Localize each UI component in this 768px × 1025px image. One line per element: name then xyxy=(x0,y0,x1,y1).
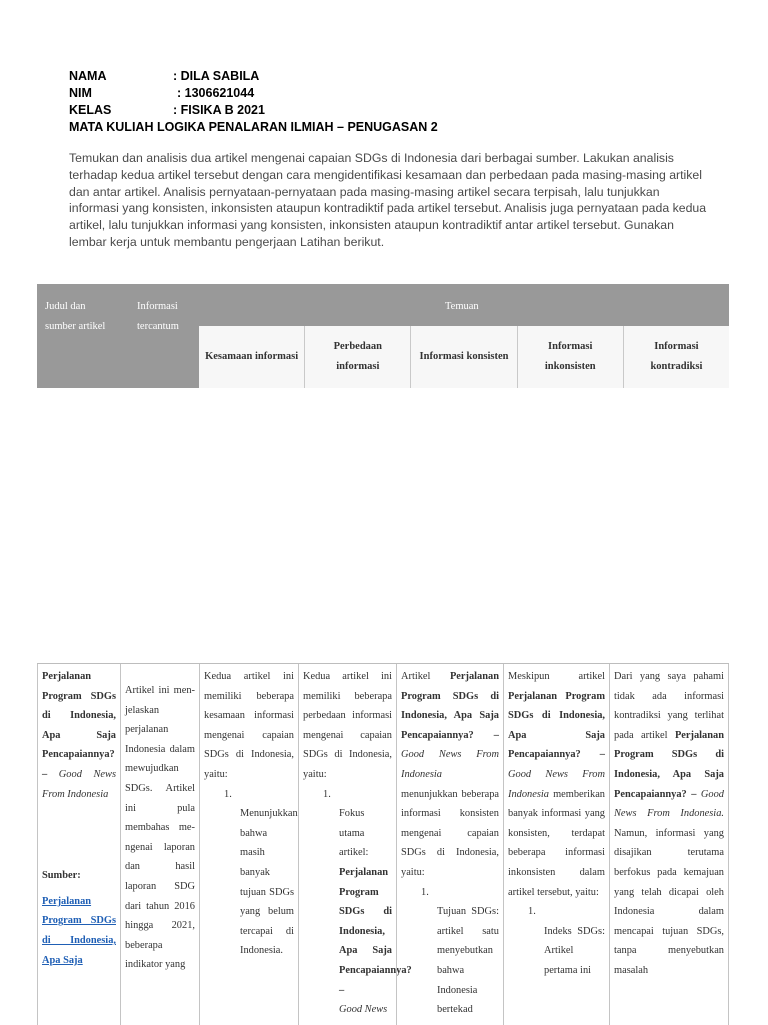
cell-inconsistent xyxy=(503,664,609,1025)
subheader-similarity: Kesamaan informasi xyxy=(199,326,305,388)
inconsistent-article-source: Good News From Indonesia xyxy=(508,768,605,800)
article-title: Perjalanan Program SDGs di Indonesia, Apa Saja Pencapaiannya? – xyxy=(42,671,116,780)
contradiction-pre: Dari yang saya pahami tidak ada informasi kontradiksi yang terlihat pada artikel xyxy=(614,671,724,741)
consistent-item-1: Tujuan SDGs: artikel satu menyebutkan bahwa Indonesia bertekad xyxy=(437,906,499,1016)
difference-item-title: Perjalanan Program SDGs di Indonesia, Apa Saja Pencapaiannya? – xyxy=(339,866,412,996)
table-row xyxy=(37,663,729,1025)
inconsistent-item-1: Indeks SDGs: Artikel pertama ini xyxy=(544,925,605,976)
name-row xyxy=(69,68,709,85)
cell-difference xyxy=(298,664,412,1025)
consistent-article-source: Good News From Indonesia xyxy=(401,749,499,780)
info-listed-text: Artikel ini men-jelaskan perjalanan Indonesia dalam mewujudkan SDGs. Artikel ini pula membahas me-ngenai laporan dan hasil laporan SDG dari tahun 2016 hingga 2021, beberapa indikator yang xyxy=(125,685,195,971)
subheader-contradiction: Informasi kontradiksi xyxy=(650,341,703,372)
cell-similarity xyxy=(199,664,298,1025)
subheader-consistent: Informasi konsisten xyxy=(411,326,517,388)
header-title-source: Judul dan sumber artikel xyxy=(45,301,106,332)
article-link[interactable]: Perjalanan Program SDGs di Indonesia, Apa Saja xyxy=(42,895,116,966)
header-findings: Temuan xyxy=(445,301,479,312)
consistent-item-number: 1. xyxy=(421,886,429,898)
difference-item-number: 1. xyxy=(323,788,331,800)
source-label: Sumber: xyxy=(42,870,81,882)
findings-subheaders xyxy=(199,326,729,388)
difference-intro: Kedua artikel ini memiliki beberapa perbedaan informasi mengenai capaian SDGs di Indonesia, yaitu: xyxy=(303,671,392,780)
similarity-item-1: Menunjukkan bahwa masih banyak tujuan SDGs yang belum tercapai di Indonesia. xyxy=(240,808,298,957)
subheader-inconsistent: Informasi inkonsisten xyxy=(518,326,624,388)
subheader-difference: Perbedaan informasi xyxy=(305,326,411,388)
class-label: KELAS xyxy=(69,103,112,117)
contradiction-article-source: Good News From Indonesia. xyxy=(614,788,724,820)
nim-value: : 1306621044 xyxy=(177,86,255,100)
inconsistent-item-number: 1. xyxy=(528,906,536,918)
inconsistent-pre: Meskipun artikel xyxy=(508,671,605,682)
header-info-listed: Informasi tercantum xyxy=(137,301,179,332)
student-info xyxy=(69,68,709,136)
class-row xyxy=(69,102,709,119)
difference-item-1: Fokus utama artikel: xyxy=(339,808,369,859)
cell-contradiction xyxy=(609,664,729,1025)
contradiction-article-title: Perjalanan Program SDGs di Indonesia, Apa Saja Pencapaiannya? – xyxy=(614,729,724,800)
cell-article-title xyxy=(37,664,120,1025)
cell-consistent xyxy=(396,664,503,1025)
difference-item-source: Good News xyxy=(339,1004,388,1016)
consistent-article-title: Perjalanan Program SDGs di Indonesia, Apa Saja Pencapaiannya? – xyxy=(401,671,499,741)
inconsistent-article-title: Perjalanan Program SDGs di Indonesia, Apa Saja Pencapaiannya? – xyxy=(508,690,605,761)
consistent-text: menunjukkan beberapa informasi konsisten mengenai capaian SDGs di Indonesia, yaitu: xyxy=(401,788,499,878)
article-source-name: Good News From Indonesia xyxy=(42,768,116,800)
table-header xyxy=(37,284,729,388)
similarity-intro: Kedua artikel ini memiliki beberapa kesamaan informasi mengenai capaian SDGs di Indonesia, yaitu: xyxy=(204,671,294,780)
nim-row xyxy=(69,85,709,102)
class-value: : FISIKA B 2021 xyxy=(173,103,265,117)
name-value: : DILA SABILA xyxy=(173,69,260,83)
consistent-pre: Artikel xyxy=(401,671,450,682)
cell-info-listed xyxy=(120,664,199,1025)
course-title: MATA KULIAH LOGIKA PENALARAN ILMIAH – PENUGASAN 2 xyxy=(69,120,438,134)
assignment-instructions: Temukan dan analisis dua artikel mengenai capaian SDGs di Indonesia dari berbagai sumber. Lakukan analisis terhadap kedua artikel tersebut dengan cara mengidentifikasi kesamaan dan perbedaan pada masing-masing artikel dan antar artikel. Analisis pernyataan-pernyataan pada masing-masing artikel secara terpisah, lalu tunjukkan informasi yang konsisten, inkonsisten ataupun kontradiktif pada artikel tersebut. Analisis juga pernyataan pada kedua artikel, lalu tunjukkan informasi yang konsisten, inkonsisten ataupun kontradiktif antar artikel tersebut. Gunakan lembar kerja untuk membantu pengerjaan Latihan berikut. xyxy=(69,151,707,249)
similarity-item-number: 1. xyxy=(224,788,232,800)
nim-label: NIM xyxy=(69,86,92,100)
inconsistent-text: memberikan banyak informasi yang konsisten, terdapat beberapa informasi inkonsisten dalam artikel tersebut, yaitu: xyxy=(508,788,605,898)
name-label: NAMA xyxy=(69,69,107,83)
contradiction-text: Namun, informasi yang disajikan terutama berfokus pada kemajuan yang telah dicapai oleh Indonesia dalam mencapai tujuan SDGs, tanpa menyebutkan masalah xyxy=(614,827,724,976)
